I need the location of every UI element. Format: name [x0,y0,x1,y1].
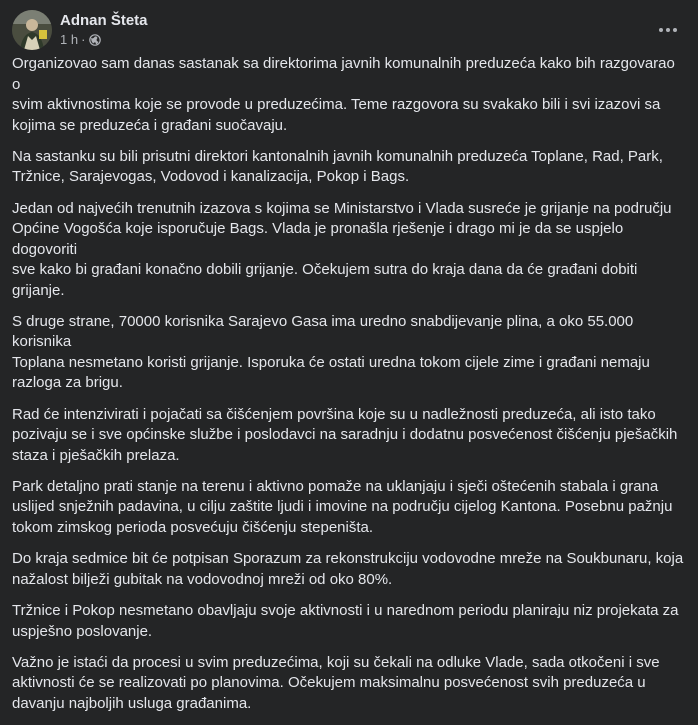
more-options-icon[interactable] [654,16,682,44]
post-paragraph: S druge strane, 70000 korisnika Sarajevo Gasa ima uredno snabdijevanje plina, a oko 55.000 korisnika Toplana nesmetano koristi grijanje. Isporuka će ostati uredna tokom cijele zime i građani nemaju razloga za brigu. [12,312,650,392]
post-paragraph: Tržnice i Pokop nesmetano obavljaju svoje aktivnosti i u narednom periodu planiraju niz projekata za uspješno poslovanje. [12,602,679,640]
post-paragraph: Park detaljno prati stanje na terenu i aktivno pomaže na uklanjaju i sječi oštećenih stabala i grana uslijed snježnih padavina, u cilju zaštite ljudi i imovine na području cijelog Kantona. Posebnu pažnju tokom zimskog perioda posvećuju čišćenju stepeništa. [12,477,673,536]
post-timestamp[interactable]: 1 h [60,32,79,47]
post-meta [60,32,101,48]
post-paragraph: Važno je istaći da procesi u svim preduzećima, koji su čekali na odluke Vlade, sada otkočeni i sve aktivnosti će se realizovati po planovima. Očekujem maksimalnu posvećenost svih preduzeća u davanju najboljih usluga građanima. [12,653,660,712]
meta-separator: · [81,32,86,47]
post-paragraph: Na sastanku su bili prisutni direktori kantonalnih javnih komunalnih preduzeća Toplane, Rad, Park, Tržnice, Sarajevogas, Vodovod i kanalizacija, Pokop i Bags. [12,147,663,186]
post-paragraph: Jedan od najvećih trenutnih izazova s kojima se Ministarstvo i Vlada susreće je grijanje na području Općine Vogošća koje isporučuje Bags. Vlada je pronašla rješenje i drago mi je da se uspjelo dogovoriti sve kako bi građani konačno dobili grijanje. Očekujem sutra do kraja dana da će građani dobiti grijanje. [12,199,672,299]
author-name[interactable]: Adnan Šteta [60,12,148,29]
post-body [12,54,686,725]
post-paragraph: Do kraja sedmice bit će potpisan Sporazum za rekonstrukciju vodovodne mreže na Soukbunaru, koja nažalost bilježi gubitak na vodovodnoj mreži od oko 80%. [12,550,684,588]
globe-icon[interactable] [89,34,101,46]
avatar-photo-icon [12,10,52,50]
author-avatar[interactable] [12,10,52,50]
post-header [12,10,686,52]
post-paragraph: Organizovao sam danas sastanak sa direktorima javnih komunalnih preduzeća kako bih razgovarao o svim aktivnostima koje se provode u preduzećima. Teme razgovora su svakako bili i svi izazovi sa kojima se preduzeća i građani suočavaju. [12,55,675,134]
post-paragraph: Rad će intenzivirati i pojačati sa čišćenjem površina koje su u nadležnosti preduzeća, ali isto tako pozivaju se i sve općinske službe i poslodavci na saradnju i dodatnu posvećenost čišćenju pješačkih staza i pješačkih prelaza. [12,405,678,464]
